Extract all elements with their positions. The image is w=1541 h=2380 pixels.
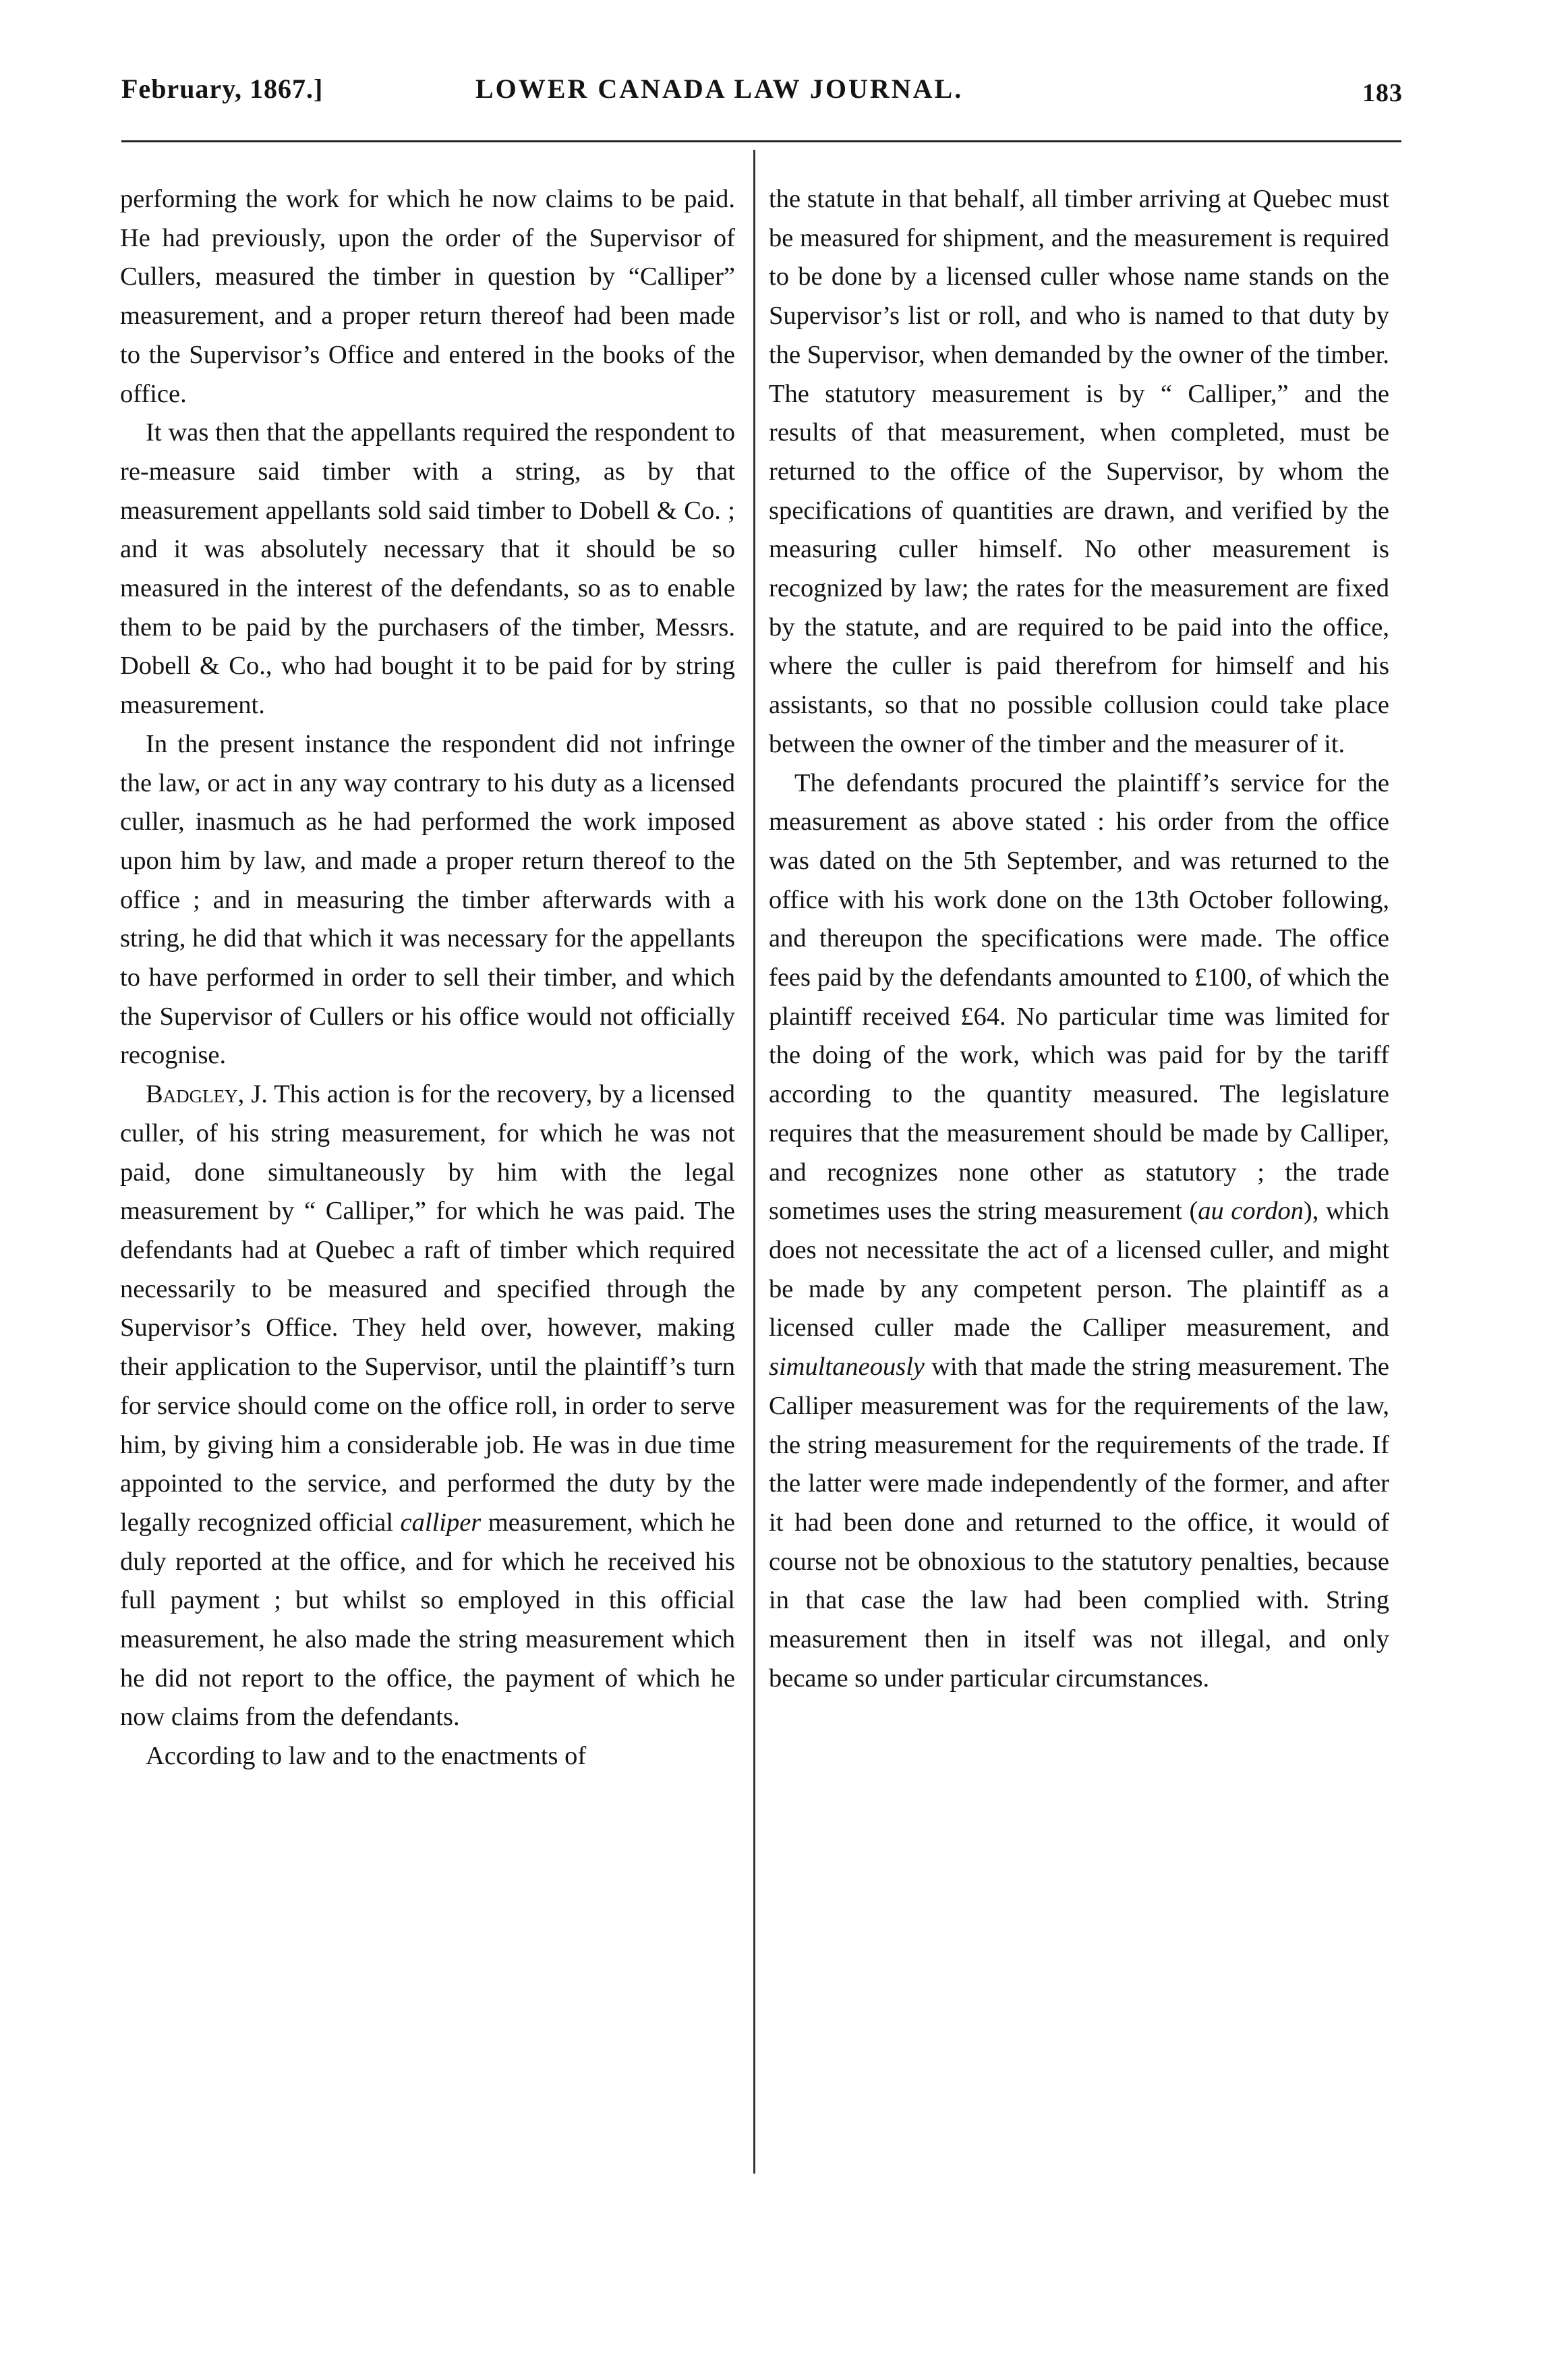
left-paragraph-4 [120,1075,735,1737]
right-paragraph-2-text-b: ), which does not necessitate the act of a licensed culler, and might be made by any competent person. The plaintiff as a licensed culler made the Calliper measurement, and [769,1197,1389,1342]
calliper-italic: calliper [400,1508,482,1537]
judge-name: Badgley, J. [146,1080,268,1109]
running-header [121,73,1403,120]
column-divider [753,150,755,2174]
left-column [120,180,735,1776]
header-rule [121,140,1401,142]
right-paragraph-2-text-c: with that made the string measurement. The Calliper measurement was for the requirements of the law, the string measurement for the requirements of the trade. If the latter were made independently of the former, and after it had been done and returned to the office, it would of course not be obnoxious to the statutory penalties, because in that case the law had been complied with. String measurement then in itself was not illegal, and only became so under particular circumstances. [769,1353,1389,1693]
left-paragraph-3: In the present instance the respondent did not infringe the law, or act in any way contrary to his duty as a licensed culler, inasmuch as he had performed the work imposed upon him by law, and made a proper return thereof to the office ; and in measuring the timber afterwards with a string, he did that which it was necessary for the appellants to have performed in order to sell their timber, and which the Supervisor of Cullers or his office would not officially recognise. [120,729,735,1070]
right-column [769,180,1389,1698]
left-paragraph-2: It was then that the appellants required the respondent to re-measure said timber with a string, as by that measurement appellants sold said timber to Dobell & Co. ; and it was absolutely necessary that it should be so measured in the interest of the defendants, so as to enable them to be paid by the purchasers of the timber, Messrs. Dobell & Co., who had bought it to be paid for by string measurement. [120,418,735,720]
right-paragraph-2 [769,764,1389,1699]
header-date: February, 1867.] [121,74,324,104]
left-paragraph-5: According to law and to the enactments of [146,1742,587,1771]
paragraph-4-text-a: This action is for the recovery, by a licensed culler, of his string measurement, for which he was not paid, done simultaneously by him with the legal measurement by “ Calliper,” for which he was paid. The defendants had at Quebec a raft of timber which required necessarily to be measured and specified through the Supervisor’s Office. They held over, however, making their application to the Supervisor, until the plaintiff’s turn for service should come on the office roll, in order to serve him, by giving him a considerable job. He was in due time appointed to the service, and performed the duty by the legally recognized official [120,1080,735,1537]
au-cordon-italic: au cordon [1198,1197,1304,1226]
header-journal-title: LOWER CANADA LAW JOURNAL. [475,74,964,104]
left-paragraph-1: performing the work for which he now claims to be paid. He had previously, upon the order of the Supervisor of Cullers, measured the timber in question by “Calliper” measurement, and a proper return thereof had been made to the Supervisor’s Office and entered in the books of the office. [120,185,735,408]
page-number: 183 [1362,79,1403,107]
paragraph-4-text-b: measurement, which he duly reported at the office, and for which he received his full payment ; but whilst so employed in this official measurement, he also made the string measurement which he did not report to the office, the payment of which he now claims from the defendants. [120,1508,735,1732]
right-paragraph-1: the statute in that behalf, all timber arriving at Quebec must be measured for shipment, and the measurement is required to be done by a licensed culler whose name stands on the Supervisor’s list or roll, and who is named to that duty by the Supervisor, when demanded by the owner of the timber. The statutory measurement is by “ Calliper,” and the results of that measurement, when completed, must be returned to the office of the Supervisor, by whom the specifications of quantities are drawn, and verified by the measuring culler himself. No other measurement is recognized by law; the rates for the measurement are fixed by the statute, and are required to be paid into the office, where the culler is paid therefrom for himself and his assistants, so that no possible collusion could take place between the owner of the timber and the measurer of it. [769,185,1389,758]
simultaneously-italic: simultaneously [769,1353,925,1382]
right-paragraph-2-text-a: The defendants procured the plaintiff’s service for the measurement as above stated : his order from the office was dated on the 5th September, and was returned to the office with his work done on the 13th October following, and thereupon the specifications were made. The office fees paid by the defendants amounted to £100, of which the plaintiff received £64. No particular time was limited for the doing of the work, which was paid for by the tariff according to the quantity measured. The legislature requires that the measurement should be made by Calliper, and recognizes none other as statutory ; the trade sometimes uses the string measurement ( [769,768,1389,1226]
